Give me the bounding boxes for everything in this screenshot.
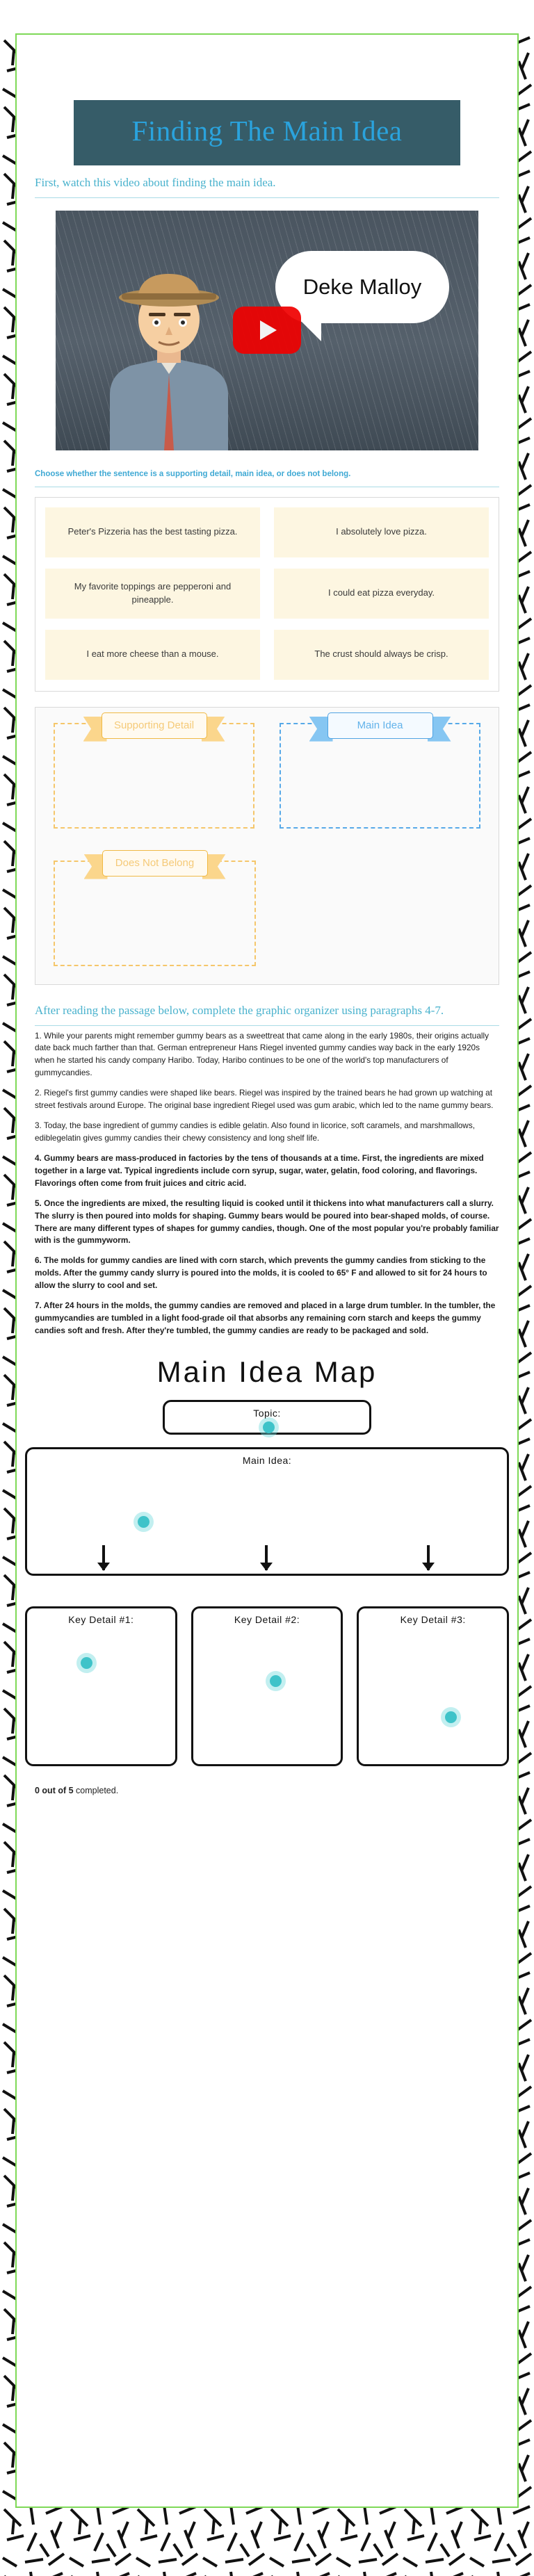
passage-paragraph: 3. Today, the base ingredient of gummy candies is edible gelatin. Also found in licorice, soft caramels, and marshmallows, ediblegelatin gives gummy candies their chewy consistency and long shelf life.	[35, 1120, 475, 1143]
key-detail-box	[191, 1606, 343, 1766]
arrow-down-icon	[427, 1545, 430, 1570]
ribbon	[102, 712, 207, 740]
video-player[interactable]	[56, 211, 478, 450]
detective-character	[82, 270, 256, 450]
dropzone-label: Main Idea	[327, 712, 433, 740]
completion-status	[17, 1770, 517, 1802]
graphic-organizer	[17, 1355, 517, 1770]
divider	[35, 197, 499, 198]
topic-answer-hotspot[interactable]	[263, 1421, 275, 1433]
organizer-title: Main Idea Map	[156, 1355, 378, 1388]
passage-paragraph: 2. Riegel's first gummy candies were shaped like bears. Riegel was inspired by the trained bears he had grown up watching at street festivals around Europe. The original base ingredient Riegel used was gum arabic, which led to the name gummy bears.	[35, 1088, 494, 1111]
passage-paragraph: 7. After 24 hours in the molds, the gummy candies are removed and placed in a large drum tumbler. In the tumbler, the gummycandies are tumbled in a light food-grade oil that absorbs any remaining corn starch and keeps the gummy candies soft and fresh. After they're tumbled, the gummy candies are ready to be packaged and sold.	[35, 1301, 496, 1335]
topic-label: Topic:	[253, 1407, 281, 1419]
key-detail-answer-hotspot[interactable]	[270, 1675, 282, 1687]
passage-text	[35, 1030, 499, 1337]
main-idea-answer-hotspot[interactable]	[138, 1516, 149, 1528]
passage-prompt: After reading the passage below, complete the graphic organizer using paragraphs 4-7.	[35, 1003, 444, 1017]
passage-paragraph: 5. Once the ingredients are mixed, the resulting liquid is cooked until it thickens into what manufacturers call a slurry. The slurry is then poured into molds for shaping. Gummy bears would be poured into bear-shaped molds, of course. There are many different types of shapes for gummy candies, though. One of the most popular you're probably familiar with is the gummyworm.	[35, 1198, 499, 1246]
play-icon[interactable]	[233, 307, 301, 354]
key-detail-box	[25, 1606, 177, 1766]
dropzone-supporting-detail[interactable]	[54, 719, 254, 829]
main-idea-label: Main Idea:	[242, 1454, 292, 1466]
speech-bubble	[275, 251, 449, 323]
sentence-card[interactable]: I eat more cheese than a mouse.	[45, 630, 260, 680]
sort-activity-section	[17, 450, 517, 985]
passage-paragraph: 1. While your parents might remember gummy bears as a sweettreat that came along in the early 1980s, their origins actually date back much farther than that. German entrepreneur Hans Riegel invented gummy candies way back in the early 1920s when he started his candy company Haribo. Today, Haribo continues to be one of the world's top manufacturers of gummycandies.	[35, 1030, 490, 1078]
video-section	[17, 157, 517, 450]
key-detail-label: Key Detail #3:	[400, 1613, 466, 1625]
key-detail-answer-hotspot[interactable]	[445, 1711, 457, 1723]
sort-prompt: Choose whether the sentence is a supporting detail, main idea, or does not belong.	[35, 469, 351, 478]
topic-box	[163, 1400, 371, 1435]
page-title-banner	[74, 100, 460, 165]
completion-suffix: completed.	[73, 1785, 119, 1795]
sentence-card[interactable]: I could eat pizza everyday.	[274, 569, 489, 619]
sentence-cards-panel	[35, 497, 499, 692]
dropzone-main-idea[interactable]	[280, 719, 480, 829]
passage-paragraph: 6. The molds for gummy candies are lined with corn starch, which prevents the gummy candies from sticking to the molds. After the gummy candy slurry is poured into the molds, it is cooled to 65° F and allowed to sit for 24 hours to allow the slurry to cool and set.	[35, 1255, 487, 1291]
completion-count: 0 out of 5	[35, 1785, 74, 1795]
ribbon	[327, 712, 433, 740]
sentence-cards-grid	[45, 507, 489, 680]
spacer	[281, 861, 480, 966]
key-detail-box	[357, 1606, 509, 1766]
worksheet-container	[15, 33, 519, 2508]
passage-paragraph: 4. Gummy bears are mass-produced in factories by the tens of thousands at a time. First, the ingredients are mixed together in a large vat. Typical ingredients include corn syrup, sugar, water, gelatin, food coloring, and flavorings. Flavorings often come from fruit juices and citric acid.	[35, 1152, 484, 1188]
key-detail-label: Key Detail #1:	[68, 1613, 134, 1625]
dropzones-panel	[35, 707, 499, 985]
dropzone-label: Does Not Belong	[102, 850, 208, 877]
key-detail-answer-hotspot[interactable]	[81, 1657, 92, 1669]
ribbon	[102, 850, 208, 877]
sentence-card[interactable]: The crust should always be crisp.	[274, 630, 489, 680]
sentence-card[interactable]: I absolutely love pizza.	[274, 507, 489, 557]
speech-bubble-text: Deke Malloy	[302, 274, 422, 299]
arrow-down-icon	[102, 1545, 105, 1570]
dropzone-row-2	[54, 856, 480, 966]
key-details-row	[25, 1606, 509, 1766]
sentence-card[interactable]: Peter's Pizzeria has the best tasting pizza.	[45, 507, 260, 557]
dropzone-does-not-belong[interactable]	[54, 856, 256, 966]
video-prompt: First, watch this video about finding the main idea.	[35, 176, 276, 189]
dropzone-row-1	[54, 719, 480, 829]
sentence-card[interactable]: My favorite toppings are pepperoni and pineapple.	[45, 569, 260, 619]
arrow-down-icon	[265, 1545, 268, 1570]
dropzone-label: Supporting Detail	[102, 712, 207, 740]
key-detail-label: Key Detail #2:	[234, 1613, 300, 1625]
divider	[35, 1025, 499, 1026]
passage-section	[17, 985, 517, 1337]
page-title: Finding The Main Idea	[131, 115, 403, 147]
